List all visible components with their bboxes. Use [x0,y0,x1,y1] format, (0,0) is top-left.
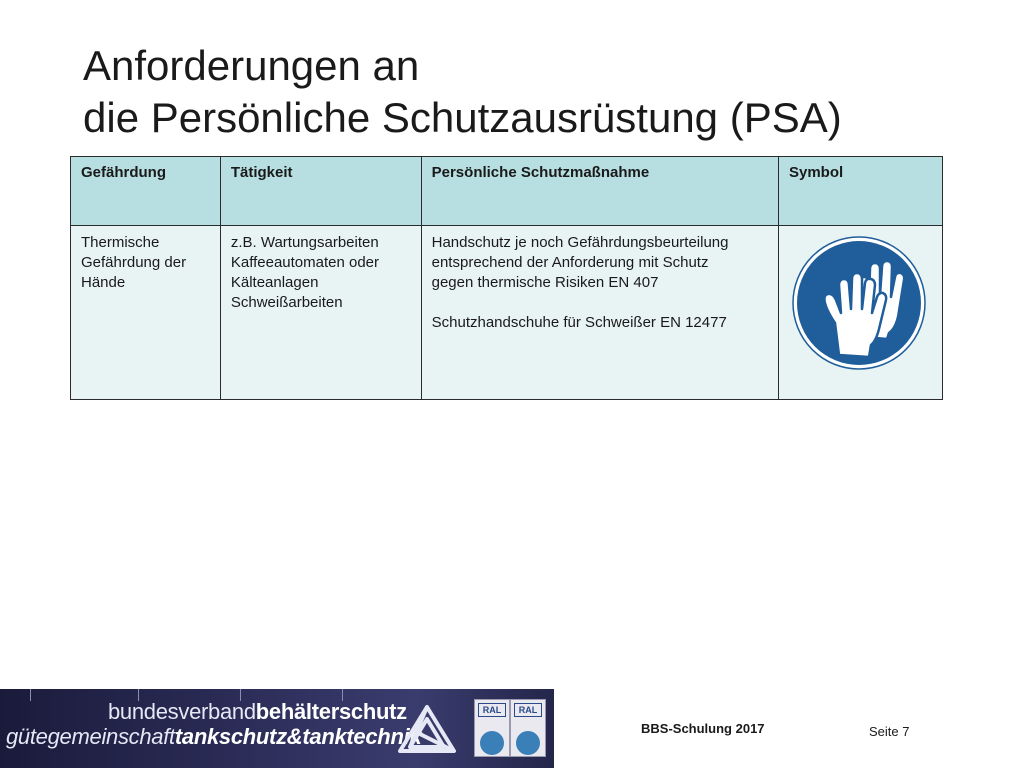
table-header-row [71,157,943,226]
banner-line1-normal: bundesverband [108,699,256,724]
ral-badge-tankschutz [474,699,510,757]
footer-event: BBS-Schulung 2017 [641,721,765,736]
slide-title [83,40,842,144]
cell-measure-line: gegen thermische Risiken EN 407 [431,274,659,291]
cell-measure-line: Schutzhandschuhe für Schweißer EN 12477 [431,314,727,331]
cell-hazard-line: Thermische [81,234,160,251]
gloves-mandatory-icon [789,233,929,373]
banner-tick [30,689,31,701]
association-logo-icon [396,703,458,755]
ral-label: RAL [478,703,506,717]
cell-activity-line: Kälteanlagen [230,274,319,291]
footer-banner [0,689,554,768]
banner-line2 [6,724,421,750]
header-symbol: Symbol [779,157,943,226]
cell-measure [421,226,778,400]
cell-symbol [779,226,943,400]
header-measure: Persönliche Schutzmaßnahme [421,157,778,226]
ral-seal-icon [480,731,504,755]
banner-line1 [108,699,407,725]
cell-hazard [71,226,221,400]
header-activity: Tätigkeit [220,157,421,226]
cell-measure-line: Handschutz je noch Gefährdungsbeurteilung [431,234,729,251]
cell-measure-line: entsprechend der Anforderung mit Schutz [431,254,709,271]
header-hazard: Gefährdung [71,157,221,226]
cell-hazard-line: Gefährdung der [81,254,187,271]
banner-line2-bold: tankschutz&tanktechnik [174,724,422,749]
table-row [71,226,943,400]
cell-activity-line: z.B. Wartungsarbeiten [230,234,379,251]
ral-label: RAL [514,703,542,717]
banner-line2-normal: gütegemeinschaft [6,724,175,749]
cell-hazard-line: Hände [81,274,126,291]
cell-activity-line: Schweißarbeiten [230,294,343,311]
banner-line1-bold: behälterschutz [255,699,407,724]
paragraph-gap [432,293,768,313]
slide-title-line1: Anforderungen an [83,42,420,89]
slide-title-line2: die Persönliche Schutzausrüstung (PSA) [83,94,842,141]
cell-activity [220,226,421,400]
psa-table [70,156,943,400]
cell-activity-line: Kaffeeautomaten oder [230,254,380,271]
ral-badge-tanktechnik [510,699,546,757]
page-number: Seite 7 [869,724,910,739]
ral-seal-icon [516,731,540,755]
